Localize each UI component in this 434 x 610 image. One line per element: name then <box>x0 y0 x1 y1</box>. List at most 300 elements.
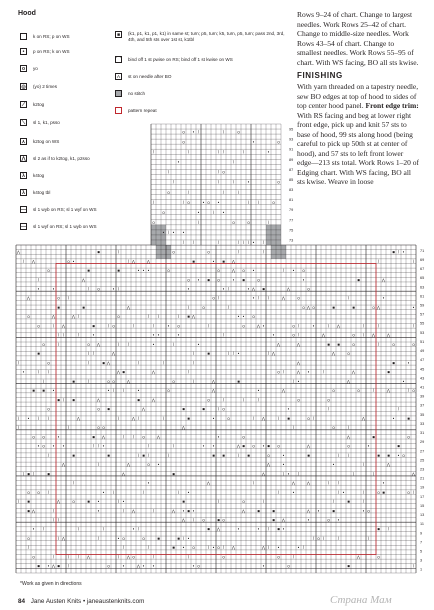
stitch-symbol: \ <box>112 489 115 495</box>
stitch-symbol: \ <box>122 388 125 394</box>
stitch-symbol: \ <box>352 471 355 477</box>
row-number-label: 41 <box>420 385 425 390</box>
stitch-symbol: \ <box>242 149 245 155</box>
stitch-symbol: ⋀ <box>256 323 261 329</box>
stitch-symbol: • <box>252 139 255 145</box>
stitch-symbol: \ <box>117 415 120 421</box>
stitch-symbol: • <box>217 199 220 205</box>
ssk-symbol: ⟍ <box>21 119 26 126</box>
row-number-label: 81 <box>289 198 294 203</box>
row-number-label: 67 <box>420 267 425 272</box>
stitch-symbol: o <box>302 304 305 310</box>
stitch-symbol: • <box>402 249 405 255</box>
stitch-symbol: o <box>132 554 135 560</box>
stitch-symbol: o <box>277 179 280 185</box>
stitch-symbol: ■ <box>47 471 50 477</box>
stitch-symbol: • <box>362 508 365 514</box>
stitch-symbol: • <box>302 277 305 283</box>
stitch-symbol: ⋀ <box>61 535 66 541</box>
row-number-label: 43 <box>420 376 425 381</box>
stitch-symbol: \ <box>242 397 245 403</box>
row-number-label: 7 <box>420 540 423 545</box>
stitch-symbol: ⋀ <box>231 545 236 551</box>
stitch-symbol: • <box>252 240 255 246</box>
stitch-symbol: • <box>107 388 110 394</box>
stitch-symbol: o <box>252 314 255 320</box>
stitch-symbol: ⋀ <box>171 508 176 514</box>
stitch-symbol: ⋀ <box>126 378 131 384</box>
stitch-symbol: ■ <box>222 258 225 264</box>
stitch-symbol: o <box>47 268 50 274</box>
stitch-symbol: ■ <box>337 341 340 347</box>
stitch-symbol: ⋀ <box>211 378 216 384</box>
stitch-symbol: / <box>302 545 305 551</box>
legend-item-st-on-needle: st on needle after BO <box>115 73 171 80</box>
stitch-symbol: ⋀ <box>346 378 351 384</box>
stitch-symbol: / <box>147 314 150 320</box>
stitch-symbol: \ <box>187 554 190 560</box>
stitch-symbol: o <box>42 341 45 347</box>
stitch-symbol: / <box>87 378 90 384</box>
stitch-symbol: / <box>182 240 185 246</box>
stitch-symbol: ⋀ <box>211 388 216 394</box>
stitch-symbol: o <box>312 304 315 310</box>
stitch-symbol: \ <box>57 517 60 523</box>
row-number-label: 23 <box>420 467 425 472</box>
stitch-symbol: ■ <box>207 277 210 283</box>
stitch-symbol: • <box>382 295 385 301</box>
stitch-symbol: o <box>287 563 290 569</box>
stitch-symbol: • <box>412 304 415 310</box>
stitch-symbol: ⋀ <box>251 286 256 292</box>
row-number-label: 25 <box>420 458 425 463</box>
slip-wyf-symbol: — <box>21 206 26 213</box>
stitch-symbol: • <box>287 471 290 477</box>
stitch-symbol: ⋀ <box>56 499 61 505</box>
stitch-symbol: / <box>137 526 140 532</box>
stitch-symbol: / <box>362 323 365 329</box>
stitch-symbol: o <box>327 397 330 403</box>
stitch-symbol: o <box>97 425 100 431</box>
stitch-symbol: o <box>202 517 205 523</box>
stitch-symbol: • <box>247 179 250 185</box>
stitch-symbol: / <box>252 415 255 421</box>
stitch-symbol: / <box>132 434 135 440</box>
stitch-symbol: \ <box>172 443 175 449</box>
stitch-symbol: ⋀ <box>131 415 136 421</box>
stitch-symbol: \ <box>327 323 330 329</box>
stitch-symbol: \ <box>162 415 165 421</box>
stitch-symbol: \ <box>232 159 235 165</box>
stitch-symbol: • <box>102 443 105 449</box>
stitch-symbol: • <box>297 545 300 551</box>
stitch-symbol: \ <box>337 452 340 458</box>
stitch-symbol: / <box>147 443 150 449</box>
stitch-symbol: \ <box>217 406 220 412</box>
stitch-symbol: / <box>32 471 35 477</box>
stitch-symbol: \ <box>222 129 225 135</box>
stitch-symbol: \ <box>17 425 20 431</box>
stitch-symbol: o <box>412 388 415 394</box>
row-number-label: 63 <box>420 285 425 290</box>
stitch-symbol: \ <box>347 452 350 458</box>
stitch-symbol: • <box>112 286 115 292</box>
stitch-symbol: ⋀ <box>71 314 76 320</box>
row-number-label: 61 <box>420 294 425 299</box>
stitch-symbol: • <box>52 286 55 292</box>
stitch-symbol: \ <box>242 240 245 246</box>
stitch-symbol: ⋀ <box>116 369 121 375</box>
stitch-symbol: ■ <box>107 406 110 412</box>
stitch-symbol: o <box>202 304 205 310</box>
stitch-symbol: o <box>327 517 330 523</box>
stitch-symbol: • <box>202 199 205 205</box>
stitch-symbol: \ <box>62 332 65 338</box>
stitch-symbol: • <box>282 526 285 532</box>
stitch-symbol: \ <box>362 332 365 338</box>
stitch-symbol: / <box>197 129 200 135</box>
stitch-symbol: ⋀ <box>241 508 246 514</box>
stitch-symbol: ■ <box>272 508 275 514</box>
stitch-symbol: ■ <box>267 443 270 449</box>
stitch-symbol: \ <box>257 199 260 205</box>
stitch-symbol: / <box>127 341 130 347</box>
stitch-symbol: ⋀ <box>306 443 311 449</box>
stitch-symbol: ■ <box>177 535 180 541</box>
stitch-symbol: / <box>327 406 330 412</box>
stitch-symbol: / <box>377 341 380 347</box>
stitch-symbol: / <box>192 360 195 366</box>
stitch-symbol: • <box>292 268 295 274</box>
stitch-symbol: ■ <box>387 452 390 458</box>
stitch-symbol: \ <box>197 220 200 226</box>
stitch-symbol: \ <box>277 415 280 421</box>
stitch-symbol: ■ <box>117 268 120 274</box>
row-number-label: 79 <box>289 208 294 213</box>
stitch-symbol: \ <box>172 341 175 347</box>
stitch-symbol: o <box>352 341 355 347</box>
stitch-symbol: \ <box>367 535 370 541</box>
page-title: Hood <box>18 10 36 17</box>
legend-item-yo: o yo <box>21 65 38 72</box>
stitch-symbol: \ <box>282 471 285 477</box>
stitch-symbol: / <box>262 240 265 246</box>
stitch-symbol: ⋀ <box>351 369 356 375</box>
stitch-symbol: ⋀ <box>131 508 136 514</box>
stitch-symbol: / <box>337 480 340 486</box>
stitch-symbol: / <box>407 388 410 394</box>
stitch-symbol: o <box>292 332 295 338</box>
stitch-symbol: ■ <box>142 452 145 458</box>
stitch-symbol: ■ <box>72 452 75 458</box>
stitch-symbol: / <box>52 508 55 514</box>
stitch-symbol: o <box>37 323 40 329</box>
stitch-symbol: ■ <box>97 249 100 255</box>
finishing-body: With yarn threaded on a tapestry needle, sew BO edges at top of hood to sides of top center hood panel. Front edge trim: With RS facing and beg at lower right front edge, pick up and knit 57 sts to base of hood, 99 sts along hood (being careful to pick up 50th st at center of hood), and 57 sts to left front lower edge—213 sts total. Work Rows 1–20 of Edging chart. With WS facing, BO all sts kwise. Weave in loose <box>297 82 419 187</box>
stitch-symbol: • <box>382 480 385 486</box>
stitch-symbol: o <box>402 452 405 458</box>
stitch-symbol: / <box>217 169 220 175</box>
stitch-symbol: / <box>297 323 300 329</box>
stitch-symbol: / <box>222 397 225 403</box>
stitch-symbol: \ <box>167 230 170 236</box>
stitch-symbol: • <box>102 489 105 495</box>
row-number-label: 17 <box>420 494 425 499</box>
stitch-symbol: / <box>267 351 270 357</box>
stitch-symbol: • <box>157 462 160 468</box>
row-number-label: 53 <box>420 330 425 335</box>
stitch-symbol: • <box>212 443 215 449</box>
k2tog-on-ws-symbol: ⋏ <box>21 138 26 145</box>
stitch-symbol: ■ <box>192 258 195 264</box>
stitch-symbol: / <box>312 535 315 541</box>
row-number-label: 93 <box>289 137 294 142</box>
stitch-symbol: \ <box>67 554 70 560</box>
stitch-symbol: / <box>362 489 365 495</box>
stitch-symbol: • <box>162 230 165 236</box>
stitch-symbol: ■ <box>207 526 210 532</box>
stitch-symbol: ⋀ <box>111 351 116 357</box>
stitch-symbol: ■ <box>42 388 45 394</box>
stitch-symbol: ■ <box>332 304 335 310</box>
stitch-symbol: ⋀ <box>61 323 66 329</box>
stitch-symbol: ■ <box>57 304 60 310</box>
stitch-symbol: ⋀ <box>51 563 56 569</box>
stitch-symbol: \ <box>187 304 190 310</box>
stitch-symbol: o <box>37 489 40 495</box>
row-number-label: 65 <box>420 276 425 281</box>
stitch-symbol: • <box>262 323 265 329</box>
stitch-symbol: \ <box>47 369 50 375</box>
legend-item-double-yo: ◎ (yo) 2 times <box>21 83 57 90</box>
stitch-symbol: / <box>47 452 50 458</box>
legend-item-no-stitch: no stitch <box>115 90 145 97</box>
stitch-symbol: ⋀ <box>26 295 31 301</box>
stitch-symbol: ■ <box>122 369 125 375</box>
row-number-label: 39 <box>420 394 425 399</box>
stitch-symbol: \ <box>217 149 220 155</box>
stitch-symbol: ■ <box>82 304 85 310</box>
page-number: 84 <box>18 598 26 605</box>
stitch-symbol: ■ <box>352 304 355 310</box>
row-number-label: 37 <box>420 403 425 408</box>
row-number-label: 47 <box>420 358 425 363</box>
stitch-symbol: o <box>207 249 210 255</box>
stitch-symbol: • <box>282 452 285 458</box>
stitch-symbol: ⋀ <box>96 341 101 347</box>
stitch-symbol: ⋀ <box>376 304 381 310</box>
stitch-symbol: • <box>262 563 265 569</box>
stitch-symbol: / <box>87 286 90 292</box>
stitch-symbol: ■ <box>257 508 260 514</box>
row-number-label: 21 <box>420 476 425 481</box>
row-numbers-lower <box>420 249 424 572</box>
stitch-symbol: • <box>192 129 195 135</box>
bind-off-symbol: ⌒ <box>116 56 122 63</box>
stitch-symbol: / <box>237 240 240 246</box>
purl-stitch-symbol: • <box>20 48 27 55</box>
row-number-label: 87 <box>289 167 294 172</box>
stitch-symbol: ■ <box>27 499 30 505</box>
stitch-symbol: / <box>187 369 190 375</box>
stitch-symbol: • <box>282 462 285 468</box>
stitch-symbol: • <box>242 314 245 320</box>
stitch-symbol: • <box>312 323 315 329</box>
stitch-symbol: ⋀ <box>261 415 266 421</box>
stitch-symbol: ⋀ <box>146 258 151 264</box>
stitch-symbol: / <box>92 443 95 449</box>
stitch-symbol: \ <box>37 415 40 421</box>
stitch-symbol: \ <box>167 452 170 458</box>
stitch-symbol: • <box>252 268 255 274</box>
stitch-symbol: o <box>367 508 370 514</box>
stitch-symbol: / <box>227 304 230 310</box>
stitch-symbol: ⋀ <box>131 258 136 264</box>
stitch-symbol: • <box>52 443 55 449</box>
stitch-symbol: \ <box>292 425 295 431</box>
stitch-symbol: ■ <box>307 452 310 458</box>
stitch-symbol: o <box>357 388 360 394</box>
stitch-symbol: o <box>177 323 180 329</box>
row-number-label: 73 <box>289 238 294 243</box>
stitch-symbol: • <box>187 535 190 541</box>
row-number-label: 95 <box>289 127 294 132</box>
stitch-symbol: o <box>187 199 190 205</box>
stitch-symbol: ⋀ <box>296 369 301 375</box>
stitch-symbol: • <box>187 286 190 292</box>
stitch-symbol: \ <box>217 499 220 505</box>
stitch-symbol: \ <box>237 452 240 458</box>
stitch-symbol: • <box>192 508 195 514</box>
stitch-symbol: \ <box>212 209 215 215</box>
row-number-label: 49 <box>420 349 425 354</box>
stitch-symbol: / <box>97 535 100 541</box>
stitch-symbol: / <box>27 545 30 551</box>
stitch-symbol: o <box>297 397 300 403</box>
stitch-symbol: ⋀ <box>261 545 266 551</box>
stitch-symbol: ⋀ <box>381 277 386 283</box>
stitch-symbol: ⋀ <box>51 314 56 320</box>
stitch-symbol: o <box>162 209 165 215</box>
stitch-symbol: • <box>392 415 395 421</box>
stitch-symbol: / <box>297 332 300 338</box>
stitch-symbol: o <box>407 489 410 495</box>
stitch-symbol: • <box>182 230 185 236</box>
stitch-symbol: / <box>152 199 155 205</box>
stitch-symbol: • <box>97 508 100 514</box>
stitch-symbol: ⋀ <box>281 517 286 523</box>
stitch-symbol: / <box>17 360 20 366</box>
stitch-symbol: ■ <box>277 526 280 532</box>
row-number-label: 3 <box>420 558 423 563</box>
stitch-symbol: \ <box>97 462 100 468</box>
stitch-symbol: ⋀ <box>276 341 281 347</box>
stitch-symbol: ■ <box>407 415 410 421</box>
stitch-symbol: \ <box>57 341 60 347</box>
stitch-symbol: o <box>182 129 185 135</box>
stitch-symbol: \ <box>262 499 265 505</box>
stitch-symbol: / <box>147 545 150 551</box>
stitch-symbol: ⋀ <box>291 480 296 486</box>
stitch-symbol: ■ <box>242 443 245 449</box>
stitch-symbol: o <box>207 199 210 205</box>
stitch-symbol: \ <box>247 199 250 205</box>
stitch-symbol: • <box>32 526 35 532</box>
stitch-symbol: o <box>47 406 50 412</box>
watermark: Страна Мам <box>330 594 392 606</box>
stitch-symbol: ■ <box>182 406 185 412</box>
stitch-symbol: / <box>232 351 235 357</box>
stitch-symbol: / <box>187 189 190 195</box>
website-link[interactable]: janeaustenknits.com <box>86 598 145 605</box>
stitch-symbol: ⋀ <box>231 258 236 264</box>
stitch-symbol: ⋀ <box>31 508 36 514</box>
stitch-symbol: \ <box>232 179 235 185</box>
stitch-symbol: ⋀ <box>206 480 211 486</box>
stitch-symbol: ⋀ <box>371 332 376 338</box>
stitch-symbol: o <box>227 415 230 421</box>
stitch-symbol: \ <box>47 415 50 421</box>
stitch-symbol: o <box>272 199 275 205</box>
stitch-symbol: • <box>22 369 25 375</box>
stitch-symbol: ⋀ <box>126 554 131 560</box>
stitch-symbol: o <box>192 545 195 551</box>
stitch-symbol: ■ <box>102 360 105 366</box>
row-number-label: 45 <box>420 367 425 372</box>
stitch-symbol: o <box>167 268 170 274</box>
stitch-symbol: o <box>167 189 170 195</box>
stitch-symbol: • <box>307 369 310 375</box>
stitch-symbol: o <box>207 397 210 403</box>
stitch-symbol: / <box>77 554 80 560</box>
stitch-symbol: ■ <box>57 563 60 569</box>
finishing-heading: FINISHING <box>297 71 343 81</box>
row-number-label: 83 <box>289 188 294 193</box>
stitch-symbol: o <box>257 277 260 283</box>
stitch-symbol: / <box>207 323 210 329</box>
stitch-symbol: • <box>237 526 240 532</box>
stitch-symbol: • <box>182 545 185 551</box>
page-footer <box>18 598 144 605</box>
stitch-symbol: • <box>97 499 100 505</box>
row-number-label: 31 <box>420 431 425 436</box>
stitch-symbol: o <box>142 535 145 541</box>
stitch-symbol: ⋀ <box>181 425 186 431</box>
stitch-symbol: o <box>147 462 150 468</box>
row-number-label: 77 <box>289 218 294 223</box>
stitch-symbol: • <box>137 268 140 274</box>
stitch-symbol: • <box>297 378 300 384</box>
stitch-symbol: ■ <box>382 489 385 495</box>
stitch-symbol: ■ <box>87 499 90 505</box>
bobble-symbol: ■ <box>116 31 121 38</box>
row-number-label: 9 <box>420 531 423 536</box>
stitch-symbol: • <box>142 563 145 569</box>
stitch-symbol: / <box>77 332 80 338</box>
stitch-symbol: o <box>292 323 295 329</box>
stitch-symbol: ⋀ <box>216 526 221 532</box>
stitch-symbol: • <box>212 258 215 264</box>
stitch-symbol: / <box>397 249 400 255</box>
stitch-symbol: o <box>27 314 30 320</box>
stitch-symbol: ■ <box>217 517 220 523</box>
stitch-symbol: ⋀ <box>281 388 286 394</box>
stitch-symbol: • <box>142 268 145 274</box>
legend-item-slip-wyf: — sl 1 wyf on RS; sl 1 wyb on WS <box>21 223 97 230</box>
stitch-symbol: / <box>292 554 295 560</box>
stitch-symbol: \ <box>267 295 270 301</box>
stitch-symbol: ⋀ <box>236 443 241 449</box>
